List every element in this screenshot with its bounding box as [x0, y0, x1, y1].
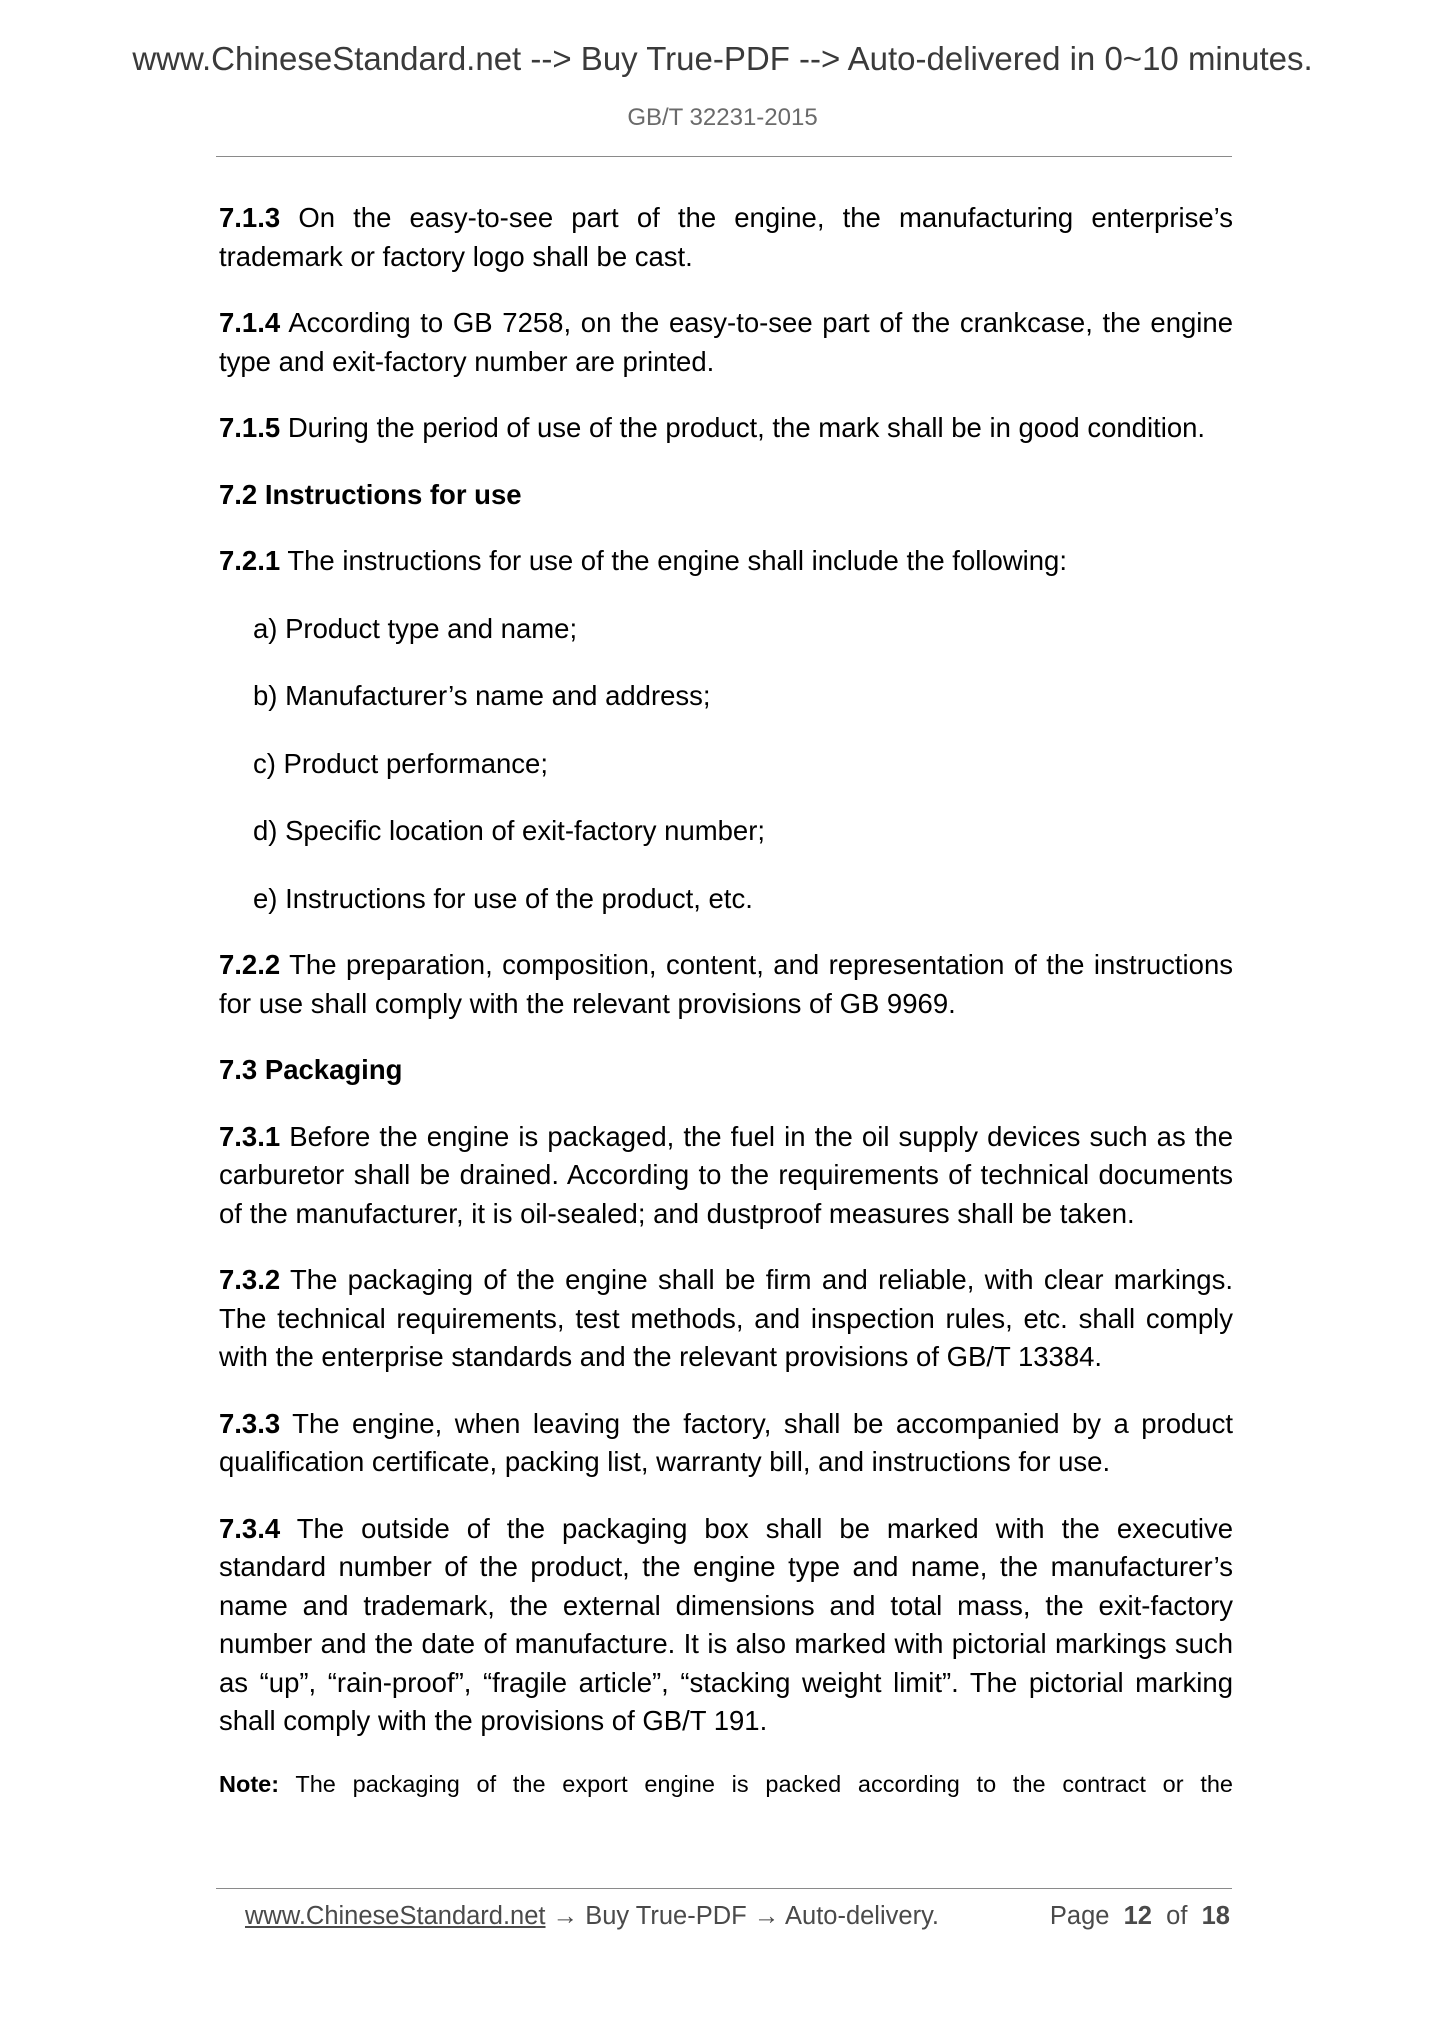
page-label: Page: [1049, 1902, 1110, 1930]
clause-text: The outside of the packaging box shall be marked with the executive standard number of the product, the engine type and name, the manufacturer’s name and trademark, the external dimensions and total mass, the exit-factory number and the date of manufacture. It is also marked with pictorial markings such as “up”, “rain-proof”, “fragile article”, “stacking weight limit”. The pictorial marking shall comply with the provisions of GB/T 191.: [219, 1512, 1233, 1736]
clause-7-3-4: [219, 1510, 1233, 1741]
clause-number: 7.1.5: [219, 412, 281, 443]
clause-text: The packaging of the engine shall be firm and reliable, with clear markings. The technical requirements, test methods, and inspection rules, etc. shall comply with the enterprise standards and the relevant provisions of GB/T 13384.: [219, 1264, 1233, 1372]
of-label: of: [1166, 1902, 1188, 1930]
clause-number: 7.2.1: [219, 545, 281, 576]
clause-number: 7.2.2: [219, 949, 281, 980]
clause-text: On the easy-to-see part of the engine, the manufacturing enterprise’s trademark or factory logo shall be cast.: [219, 202, 1233, 272]
footer-site-link[interactable]: www.ChineseStandard.net: [245, 1902, 546, 1930]
footer-divider: [216, 1888, 1232, 1889]
clause-text: According to GB 7258, on the easy-to-see part of the crankcase, the engine type and exit-factory number are printed.: [219, 307, 1233, 377]
clause-number: 7.3.1: [219, 1120, 281, 1152]
list-item: c) Product performance;: [253, 747, 548, 779]
note-text: The packaging of the export engine is packed according to the contract or the: [295, 1770, 1233, 1797]
clause-number: 7.3.3: [219, 1407, 281, 1439]
list-item: e) Instructions for use of the product, etc.: [253, 882, 753, 914]
clause-number: 7.1.4: [219, 307, 281, 338]
clause-text: During the period of use of the product, the mark shall be in good condition.: [287, 412, 1206, 443]
clause-7-3-2: [219, 1261, 1233, 1377]
clause-7-1-3: [219, 199, 1233, 276]
list-item: a) Product type and name;: [253, 612, 578, 644]
clause-7-2-2: [219, 946, 1233, 1023]
footer-text: → Buy True-PDF → Auto-delivery.: [552, 1902, 940, 1930]
clause-number: 7.1.3: [219, 202, 281, 233]
list-item: d) Specific location of exit-factory number;: [253, 815, 766, 846]
section-heading-7-3: 7.3 Packaging: [219, 1054, 403, 1085]
clause-text: Before the engine is packaged, the fuel in the oil supply devices such as the carburetor shall be drained. According to the requirements of technical documents of the manufacturer, it is oil-sealed; and dustproof measures shall be taken.: [219, 1120, 1234, 1229]
clause-7-1-5: [219, 409, 1233, 448]
page-footer: [245, 1902, 1230, 1931]
clause-7-3-3: [219, 1405, 1233, 1482]
page-number: 12: [1123, 1902, 1152, 1930]
document-body: [219, 199, 1233, 1801]
clause-7-1-4: [219, 304, 1233, 381]
clause-text: The instructions for use of the engine shall include the following:: [287, 545, 1067, 576]
clause-text: The engine, when leaving the factory, shall be accompanied by a product qualification certificate, packing list, warranty bill, and instructions for use.: [219, 1407, 1233, 1477]
clause-number: 7.3.4: [219, 1512, 281, 1544]
section-heading-7-2: 7.2 Instructions for use: [219, 478, 522, 510]
list-item: b) Manufacturer’s name and address;: [253, 680, 711, 711]
note-label: Note:: [219, 1770, 280, 1797]
source-banner: www.ChineseStandard.net --> Buy True-PDF --> Auto-delivered in 0~10 minutes.: [132, 40, 1313, 77]
clause-number: 7.3.2: [219, 1264, 281, 1295]
clause-7-3-1: [219, 1118, 1233, 1234]
clause-7-2-1: [219, 542, 1233, 581]
clause-text: The preparation, composition, content, and representation of the instructions for use shall comply with the relevant provisions of GB 9969.: [219, 949, 1233, 1019]
standard-number: GB/T 32231-2015: [627, 104, 818, 131]
total-pages: 18: [1201, 1902, 1230, 1930]
page-indicator: [1050, 1902, 1230, 1931]
note: [219, 1767, 1233, 1801]
header-divider: [216, 156, 1232, 157]
